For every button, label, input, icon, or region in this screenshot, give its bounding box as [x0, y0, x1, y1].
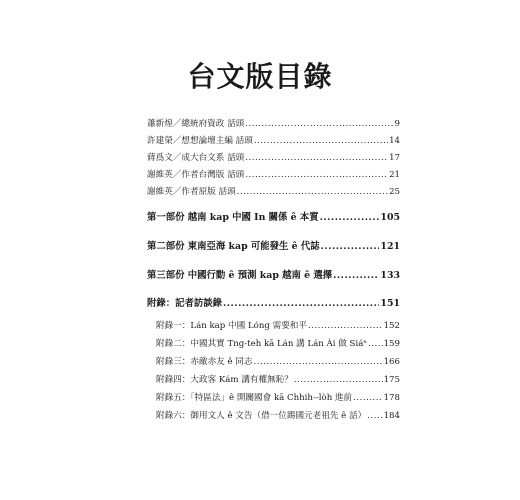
toc-entry-page: 105	[380, 212, 400, 223]
toc-entry-page: 184	[383, 411, 400, 421]
toc-appendix-entry[interactable]	[156, 334, 400, 349]
dot-leader	[223, 298, 379, 309]
toc-part-entry[interactable]	[147, 266, 400, 281]
toc-appendix-heading[interactable]	[147, 294, 400, 309]
toc-entry-label: 附錄五：「特區法」ê 開關國會 kā Chhih--lòh 進前	[156, 393, 353, 403]
toc-entry-label: 許建榮／想想論壇主編 話頭	[147, 136, 253, 146]
toc-entry-label: 附錄三：赤敵赤友 ê 同志	[156, 357, 253, 367]
toc-entry-label: 附錄一：Lán kap 中國 Lóng 需要和平	[156, 321, 307, 331]
toc-entry-page: 175	[383, 375, 400, 385]
page-title: 台文版目錄	[187, 60, 333, 93]
toc-entry-label: 謝維英／作者原版 話頭	[147, 187, 236, 197]
toc-entry[interactable]	[147, 131, 400, 146]
toc-entry-page: 14	[389, 136, 400, 146]
dot-leader	[254, 136, 388, 146]
toc-entry-label: 附錄二：中國其實 Tng-teh kā Lán 講 Lán Ài 做 Siáⁿ	[156, 339, 368, 349]
toc-entry-page: 21	[389, 170, 400, 180]
toc-entry[interactable]	[147, 114, 400, 129]
toc-entry[interactable]	[147, 165, 400, 180]
toc-appendix-entry[interactable]	[156, 316, 400, 331]
dot-leader	[308, 321, 383, 331]
dot-leader	[333, 270, 379, 281]
toc-entry-page: 121	[380, 241, 400, 252]
toc-entry-label: 第一部份 越南 kap 中國 In 關係 ê 本質	[147, 212, 319, 223]
toc-entry-page: 178	[383, 393, 400, 403]
toc-entry-page: 9	[394, 119, 400, 129]
dot-leader	[320, 212, 380, 223]
toc-entry-label: 第二部份 東南亞海 kap 可能發生 ê 代誌	[147, 241, 320, 252]
toc-entry-label: 第三部份 中國行動 ê 預測 kap 越南 ê 選擇	[147, 270, 333, 281]
toc-entry-label: 附錄四：大政客 Kám 講有權無恥？	[156, 375, 293, 385]
dot-leader	[245, 170, 388, 180]
toc-appendix-entry[interactable]	[156, 388, 400, 403]
toc-appendix-entry[interactable]	[156, 370, 400, 385]
toc-entry-page: 17	[389, 153, 400, 163]
dot-leader	[353, 393, 382, 403]
toc-entry-label: 附錄六：御用文人 ê 文告（借一位踢國元老祖先 ê 話）	[156, 411, 367, 421]
toc-entry[interactable]	[147, 182, 400, 197]
dot-leader	[367, 411, 382, 421]
toc-appendix-entry[interactable]	[156, 406, 400, 421]
toc-appendix-entry[interactable]	[156, 352, 400, 367]
toc-entry-page: 133	[380, 270, 400, 281]
toc-entry-label: 謝維英／作者台灣版 話頭	[147, 170, 245, 180]
dot-leader	[321, 241, 380, 252]
dot-leader	[254, 357, 383, 367]
toc-entry-page: 25	[389, 187, 400, 197]
dot-leader	[245, 119, 393, 129]
toc-entry-label: 蔣爲文／成大台文系 話頭	[147, 153, 245, 163]
toc-entry-page: 159	[383, 339, 400, 349]
toc-entry-label: 蕭新煌／總統府資政 話頭	[147, 119, 245, 129]
dot-leader	[237, 187, 388, 197]
toc-entry[interactable]	[147, 148, 400, 163]
dot-leader	[245, 153, 388, 163]
toc-entry-label: 附錄：記者訪談錄	[147, 298, 223, 309]
dot-leader	[294, 375, 383, 385]
toc-part-entry[interactable]	[147, 208, 400, 223]
dot-leader	[368, 339, 383, 349]
toc-part-entry[interactable]	[147, 237, 400, 252]
toc-entry-page: 151	[380, 298, 400, 309]
toc-entry-page: 152	[383, 321, 400, 331]
toc-entry-page: 166	[383, 357, 400, 367]
